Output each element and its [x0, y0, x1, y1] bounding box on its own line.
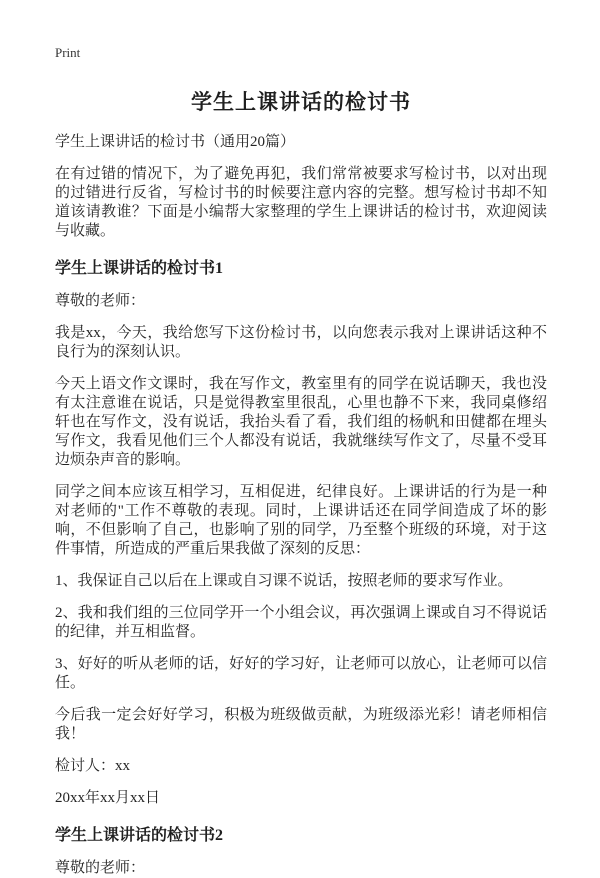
page-title: 学生上课讲话的检讨书: [191, 90, 411, 114]
section-1-list-item-2: 2、我和我们组的三位同学开一个小组会议，再次强调上课或自习不得说话的纪律，并互相监督。: [55, 605, 547, 640]
section-2-salutation: 尊敬的老师：: [55, 860, 146, 876]
document-subtitle: 学生上课讲话的检讨书（通用20篇）: [55, 134, 296, 150]
print-button[interactable]: Print: [55, 45, 81, 60]
section-1-heading: 学生上课讲话的检讨书1: [55, 260, 224, 277]
section-1-paragraph: 我是xx，今天，我给您写下这份检讨书，以向您表示我对上课讲话这种不良行为的深刻认识。: [55, 325, 547, 360]
document-page: [0, 45, 600, 878]
section-1-signature: 检讨人：xx: [55, 758, 131, 774]
section-2-heading: 学生上课讲话的检讨书2: [55, 827, 224, 844]
section-1-paragraph: 同学之间本应该互相学习，互相促进，纪律良好。上课讲话的行为是一种对老师的"工作不尊敬的表现。同时，上课讲话还在同学间造成了坏的影响，不但影响了自己，也影响了别的同学，乃至整个班级的环境，对于这件事情，所造成的严重后果我做了深刻的反思：: [55, 484, 547, 557]
intro-paragraph: 在有过错的情况下，为了避免再犯，我们常常被要求写检讨书，以对出现的过错进行反省，写检讨书的时候要注意内容的完整。想写检讨书却不知道该请教谁？下面是小编帮大家整理的学生上课讲话的检讨书，欢迎阅读与收藏。: [55, 166, 547, 239]
section-1-closing: 今后我一定会好好学习，积极为班级做贡献，为班级添光彩！请老师相信我！: [55, 707, 547, 742]
section-1-list-item-3: 3、好好的听从老师的话，好好的学习好，让老师可以放心，让老师可以信任。: [55, 656, 547, 691]
section-1-date: 20xx年xx月xx日: [55, 790, 161, 806]
section-1-list-item-1: 1、我保证自己以后在上课或自习课不说话，按照老师的要求写作业。: [55, 573, 513, 589]
section-1-paragraph: 今天上语文作文课时，我在写作文，教室里有的同学在说话聊天，我也没有太注意谁在说话，只是觉得教室里很乱，心里也静不下来，我同桌修绍轩也在写作文，没有说话，我抬头看了看，我们组的杨帆和田健都在埋头写作文，我看见他们三个人都没有说话，我就继续写作文了，尽量不受耳边烦杂声音的影响。: [55, 376, 547, 468]
section-1-salutation: 尊敬的老师：: [55, 293, 146, 309]
